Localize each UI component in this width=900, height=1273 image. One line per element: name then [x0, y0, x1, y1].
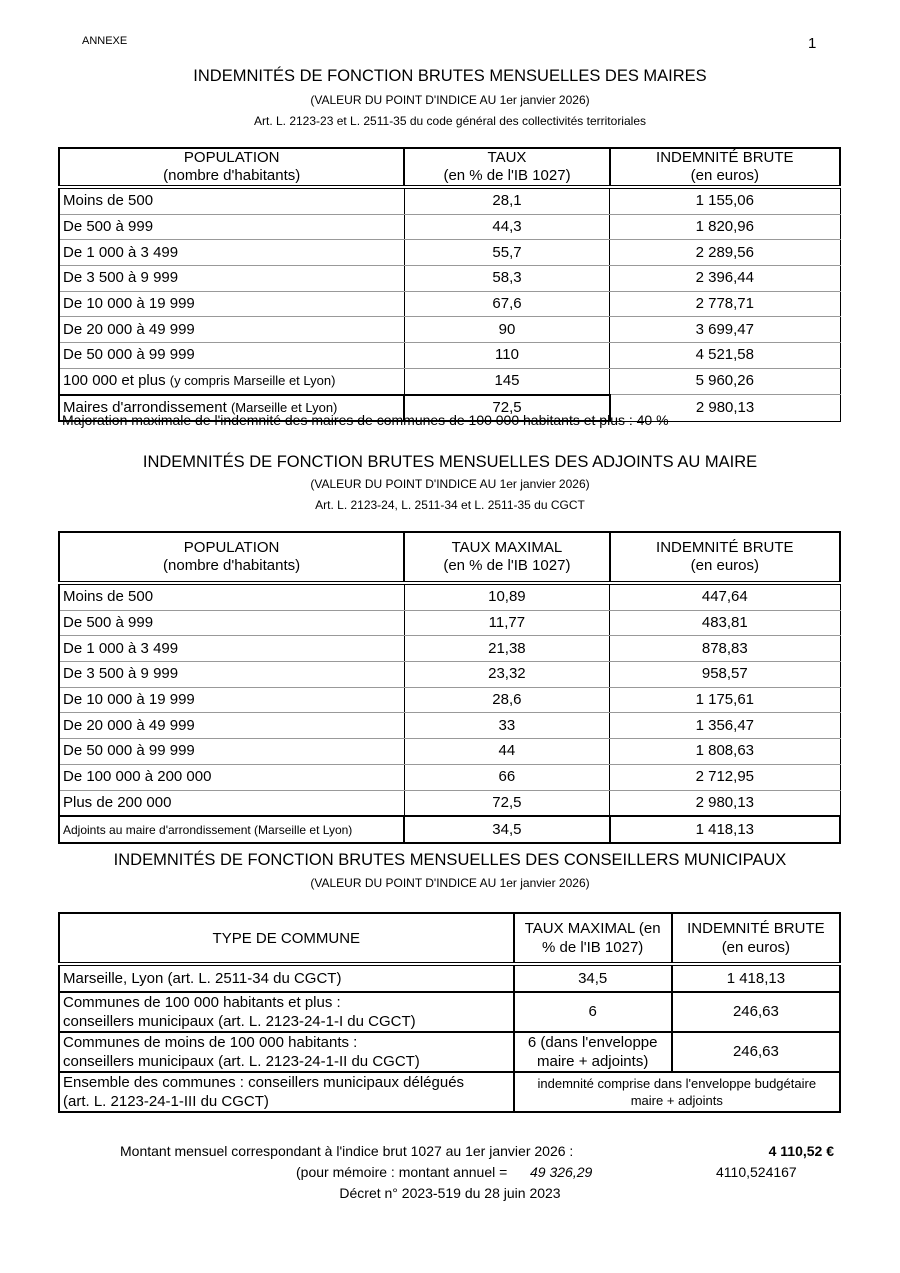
raw-value: 4110,524167 — [716, 1164, 797, 1180]
table-row — [59, 816, 840, 843]
population-cell: De 100 000 à 200 000 — [59, 764, 404, 790]
table-row — [59, 764, 840, 790]
annexe-label: ANNEXE — [82, 35, 128, 47]
type-line: conseillers municipaux (art. L. 2123-24-1-I du CGCT) — [63, 1012, 416, 1030]
conseillers-col-type: TYPE DE COMMUNE — [59, 913, 514, 964]
montant-cell: 4 521,58 — [610, 343, 840, 369]
montant-cell: 1 808,63 — [610, 739, 840, 765]
col-sublabel: (nombre d'habitants) — [163, 557, 301, 574]
adjoints-legal: Art. L. 2123-24, L. 2511-34 et L. 2511-35 du CGCT — [315, 498, 585, 512]
maires-col-montant — [610, 148, 840, 187]
taux-cell: 34,5 — [404, 816, 609, 843]
col-label: INDEMNITÉ BRUTE — [656, 539, 794, 556]
population-note: (y compris Marseille et Lyon) — [169, 373, 336, 389]
adjoints-table — [58, 531, 841, 844]
note-line: indemnité comprise dans l'enveloppe budgétaire — [537, 1075, 817, 1091]
taux-cell: 90 — [404, 317, 609, 343]
col-label: TAUX MAXIMAL (en — [524, 920, 661, 937]
population-cell: De 50 000 à 99 999 — [59, 739, 404, 765]
montant-annuel-label: (pour mémoire : montant annuel = — [296, 1164, 508, 1180]
taux-cell: 23,32 — [404, 662, 609, 688]
montant-mensuel-label: Montant mensuel correspondant à l'indice brut 1027 au 1er janvier 2026 : — [120, 1143, 574, 1159]
population-cell: De 3 500 à 9 999 — [59, 662, 404, 688]
table-row — [59, 1032, 840, 1072]
taux-cell: 33 — [404, 713, 609, 739]
montant-mensuel-value: 4 110,52 € — [768, 1143, 834, 1159]
population-cell: Plus de 200 000 — [59, 790, 404, 816]
type-line: Ensemble des communes : conseillers municipaux délégués — [63, 1073, 465, 1091]
population-cell: De 50 000 à 99 999 — [59, 343, 404, 369]
population-cell: Moins de 500 — [59, 583, 404, 610]
montant-cell: 1 175,61 — [610, 687, 840, 713]
adjoints-col-taux — [404, 532, 609, 583]
table-row — [59, 583, 840, 610]
col-sublabel: % de l'IB 1027) — [542, 939, 644, 956]
population-cell: De 3 500 à 9 999 — [59, 266, 404, 292]
montant-cell: 2 778,71 — [610, 291, 840, 317]
montant-cell: 1 418,13 — [672, 964, 840, 992]
table-row — [59, 790, 840, 816]
taux-cell: 72,5 — [404, 395, 609, 422]
taux-cell: 110 — [404, 343, 609, 369]
maires-title: INDEMNITÉS DE FONCTION BRUTES MENSUELLES DES MAIRES — [193, 67, 707, 85]
population-cell: Moins de 500 — [59, 187, 404, 214]
table-row — [59, 713, 840, 739]
table-row — [59, 214, 840, 240]
type-line: Communes de 100 000 habitants et plus : — [63, 993, 341, 1011]
taux-line: 6 (dans l'enveloppe — [527, 1033, 658, 1051]
conseillers-col-taux — [514, 913, 672, 964]
montant-cell: 878,83 — [610, 636, 840, 662]
table-row — [59, 687, 840, 713]
enveloppe-note-cell — [514, 1072, 840, 1112]
taux-cell — [514, 1032, 672, 1072]
taux-cell: 11,77 — [404, 610, 609, 636]
montant-cell: 246,63 — [672, 1032, 840, 1072]
taux-cell: 28,6 — [404, 687, 609, 713]
population-cell: De 10 000 à 19 999 — [59, 687, 404, 713]
decret-reference: Décret n° 2023-519 du 28 juin 2023 — [339, 1185, 561, 1201]
col-sublabel: (en % de l'IB 1027) — [443, 557, 571, 574]
taux-cell: 28,1 — [404, 187, 609, 214]
population-label: 100 000 et plus — [63, 372, 170, 390]
col-label: INDEMNITÉ BRUTE — [656, 149, 794, 166]
table-row — [59, 240, 840, 266]
population-cell: De 10 000 à 19 999 — [59, 291, 404, 317]
population-note: (Marseille et Lyon) — [230, 399, 338, 415]
table-row — [59, 291, 840, 317]
taux-cell: 44,3 — [404, 214, 609, 240]
col-label: TAUX — [487, 149, 527, 166]
montant-cell: 447,64 — [610, 583, 840, 610]
maires-col-taux — [404, 148, 609, 187]
taux-cell: 72,5 — [404, 790, 609, 816]
type-line: (art. L. 2123-24-1-III du CGCT) — [63, 1092, 269, 1110]
taux-cell: 55,7 — [404, 240, 609, 266]
montant-cell: 2 980,13 — [610, 790, 840, 816]
conseillers-title: INDEMNITÉS DE FONCTION BRUTES MENSUELLES DES CONSEILLERS MUNICIPAUX — [113, 851, 787, 869]
type-line: conseillers municipaux (art. L. 2123-24-1-II du CGCT) — [63, 1052, 420, 1070]
montant-cell: 1 820,96 — [610, 214, 840, 240]
type-cell — [59, 992, 514, 1032]
adjoints-col-montant — [610, 532, 840, 583]
col-sublabel: (nombre d'habitants) — [163, 167, 301, 184]
taux-line: maire + adjoints) — [537, 1052, 649, 1070]
population-label: Maires d'arrondissement — [63, 398, 231, 416]
taux-cell: 10,89 — [404, 583, 609, 610]
taux-cell: 6 — [514, 992, 672, 1032]
adjoints-title: INDEMNITÉS DE FONCTION BRUTES MENSUELLES DES ADJOINTS AU MAIRE — [142, 453, 758, 471]
col-sublabel: (en euros) — [721, 939, 791, 956]
montant-cell: 2 396,44 — [610, 266, 840, 292]
table-row — [59, 662, 840, 688]
col-sublabel: (en euros) — [690, 167, 759, 184]
adjoints-col-population — [59, 532, 404, 583]
montant-cell: 2 980,13 — [610, 395, 840, 422]
conseillers-table — [58, 912, 841, 1113]
taux-cell: 66 — [404, 764, 609, 790]
table-row — [59, 343, 840, 369]
montant-cell: 1 418,13 — [610, 816, 840, 843]
montant-cell: 958,57 — [610, 662, 840, 688]
montant-cell: 5 960,26 — [610, 368, 840, 394]
maires-note: Majoration maximale de l'indemnité des maires de communes de 100 000 habitants et plus : 40 % — [62, 412, 669, 428]
table-row — [59, 964, 840, 992]
adjoints-header-row — [59, 532, 840, 583]
conseillers-subtitle: (VALEUR DU POINT D'INDICE AU 1er janvier 2026) — [310, 876, 590, 890]
table-row — [59, 187, 840, 214]
population-cell — [59, 368, 404, 394]
taux-cell: 34,5 — [514, 964, 672, 992]
taux-cell: 58,3 — [404, 266, 609, 292]
population-cell: Adjoints au maire d'arrondissement (Marseille et Lyon) — [59, 816, 404, 843]
montant-cell: 483,81 — [610, 610, 840, 636]
montant-cell: 2 289,56 — [610, 240, 840, 266]
montant-cell: 2 712,95 — [610, 764, 840, 790]
note-line: maire + adjoints — [630, 1092, 723, 1108]
table-row — [59, 317, 840, 343]
montant-annuel-value: 49 326,29 — [530, 1164, 593, 1180]
table-row — [59, 610, 840, 636]
type-line: Communes de moins de 100 000 habitants : — [63, 1033, 358, 1051]
table-row — [59, 1072, 840, 1112]
maires-header-row — [59, 148, 840, 187]
col-sublabel: (en % de l'IB 1027) — [443, 167, 571, 184]
conseillers-col-montant — [672, 913, 840, 964]
population-cell: De 20 000 à 49 999 — [59, 713, 404, 739]
page-number: 1 — [808, 35, 817, 52]
col-label: TAUX MAXIMAL — [451, 539, 563, 556]
table-row — [59, 636, 840, 662]
maires-subtitle: (VALEUR DU POINT D'INDICE AU 1er janvier 2026) — [310, 93, 590, 107]
maires-table — [58, 147, 841, 422]
table-row — [59, 739, 840, 765]
montant-cell: 3 699,47 — [610, 317, 840, 343]
adjoints-subtitle: (VALEUR DU POINT D'INDICE AU 1er janvier 2026) — [310, 477, 590, 491]
col-label: POPULATION — [183, 539, 280, 556]
table-row — [59, 266, 840, 292]
population-cell: De 20 000 à 49 999 — [59, 317, 404, 343]
taux-cell: 67,6 — [404, 291, 609, 317]
table-row — [59, 992, 840, 1032]
col-sublabel: (en euros) — [690, 557, 759, 574]
population-cell: De 1 000 à 3 499 — [59, 240, 404, 266]
montant-cell: 246,63 — [672, 992, 840, 1032]
maires-col-population — [59, 148, 404, 187]
population-cell: De 500 à 999 — [59, 214, 404, 240]
montant-cell: 1 356,47 — [610, 713, 840, 739]
maires-legal: Art. L. 2123-23 et L. 2511-35 du code général des collectivités territoriales — [253, 114, 646, 128]
population-cell: De 500 à 999 — [59, 610, 404, 636]
population-cell: De 1 000 à 3 499 — [59, 636, 404, 662]
taux-cell: 44 — [404, 739, 609, 765]
col-label: INDEMNITÉ BRUTE — [687, 920, 825, 937]
taux-cell: 21,38 — [404, 636, 609, 662]
conseillers-header-row — [59, 913, 840, 964]
taux-cell: 145 — [404, 368, 609, 394]
col-label: POPULATION — [183, 149, 280, 166]
type-cell — [59, 1072, 514, 1112]
type-cell — [59, 1032, 514, 1072]
table-row — [59, 368, 840, 394]
montant-cell: 1 155,06 — [610, 187, 840, 214]
type-cell: Marseille, Lyon (art. L. 2511-34 du CGCT) — [59, 964, 514, 992]
